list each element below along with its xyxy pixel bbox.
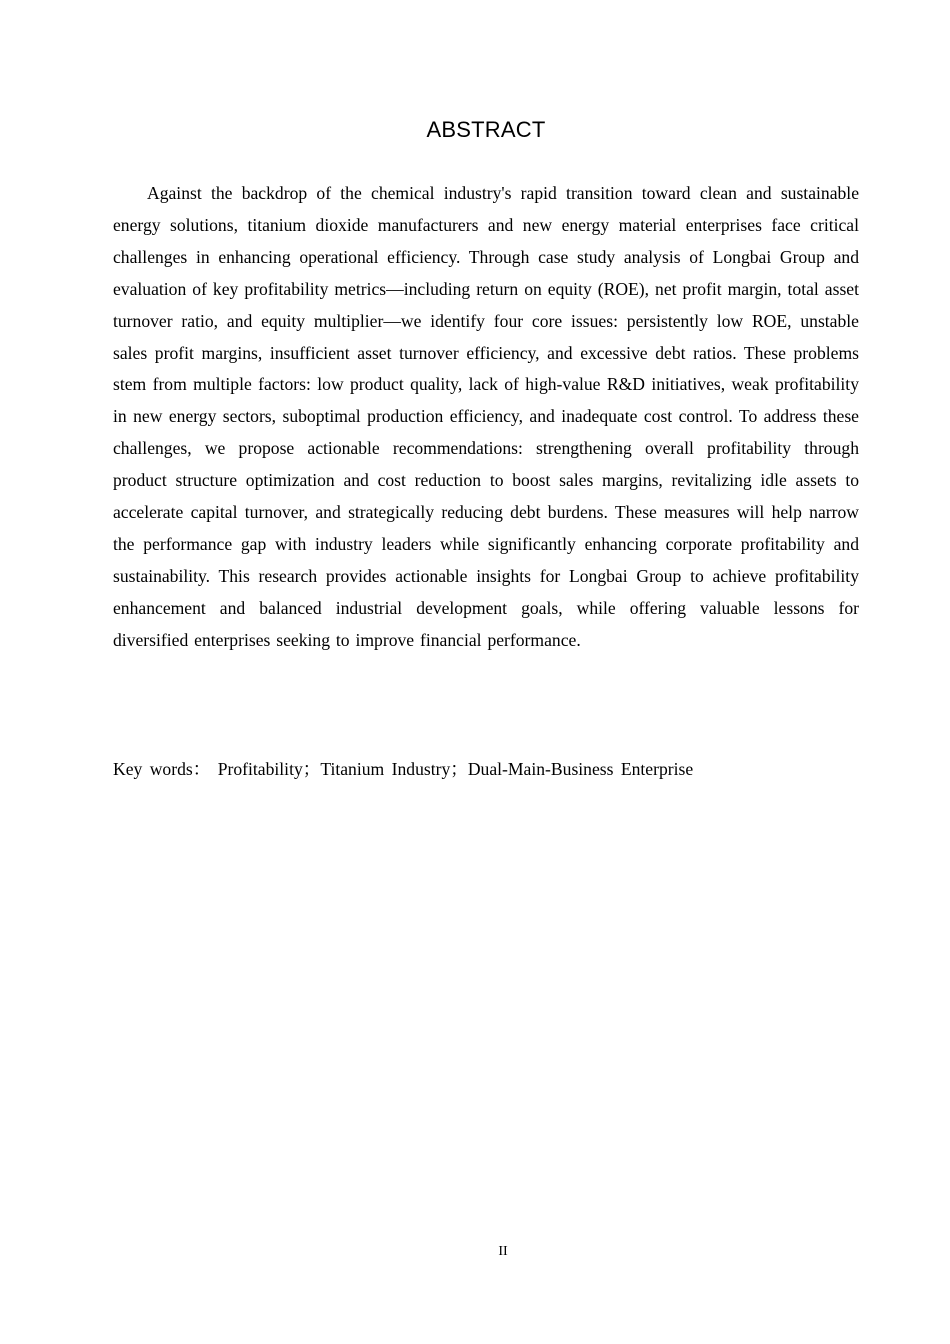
keywords-label: Key words： xyxy=(113,759,211,779)
keywords-value: Profitability；Titanium Industry；Dual-Main-Business Enterprise xyxy=(217,759,694,779)
page-title: ABSTRACT xyxy=(426,117,546,142)
page-number: II xyxy=(498,1244,508,1259)
abstract-paragraph: Against the backdrop of the chemical industry's rapid transition toward clean and sustainable energy solutions, titanium dioxide manufacturers and new energy material enterprises face critical challenges in enhancing operational efficiency. Through case study analysis of Longbai Group and evaluation of key profitability metrics—including return on equity (ROE), net profit margin, total asset turnover ratio, and equity multiplier—we identify four core issues: persistently low ROE, unstable sales profit margins, insufficient asset turnover efficiency, and excessive debt ratios. These problems stem from multiple factors: low product quality, lack of high-value R&D initiatives, weak profitability in new energy sectors, suboptimal production efficiency, and inadequate cost control. To address these challenges, we propose actionable recommendations: strengthening overall profitability through product structure optimization and cost reduction to boost sales margins, revitalizing idle assets to accelerate capital turnover, and strategically reducing debt burdens. These measures will help narrow the performance gap with industry leaders while significantly enhancing corporate profitability and sustainability. This research provides actionable insights for Longbai Group to achieve profitability enhancement and balanced industrial development goals, while offering valuable lessons for diversified enterprises seeking to improve financial performance. xyxy=(113,183,859,650)
keywords-line xyxy=(113,754,859,784)
